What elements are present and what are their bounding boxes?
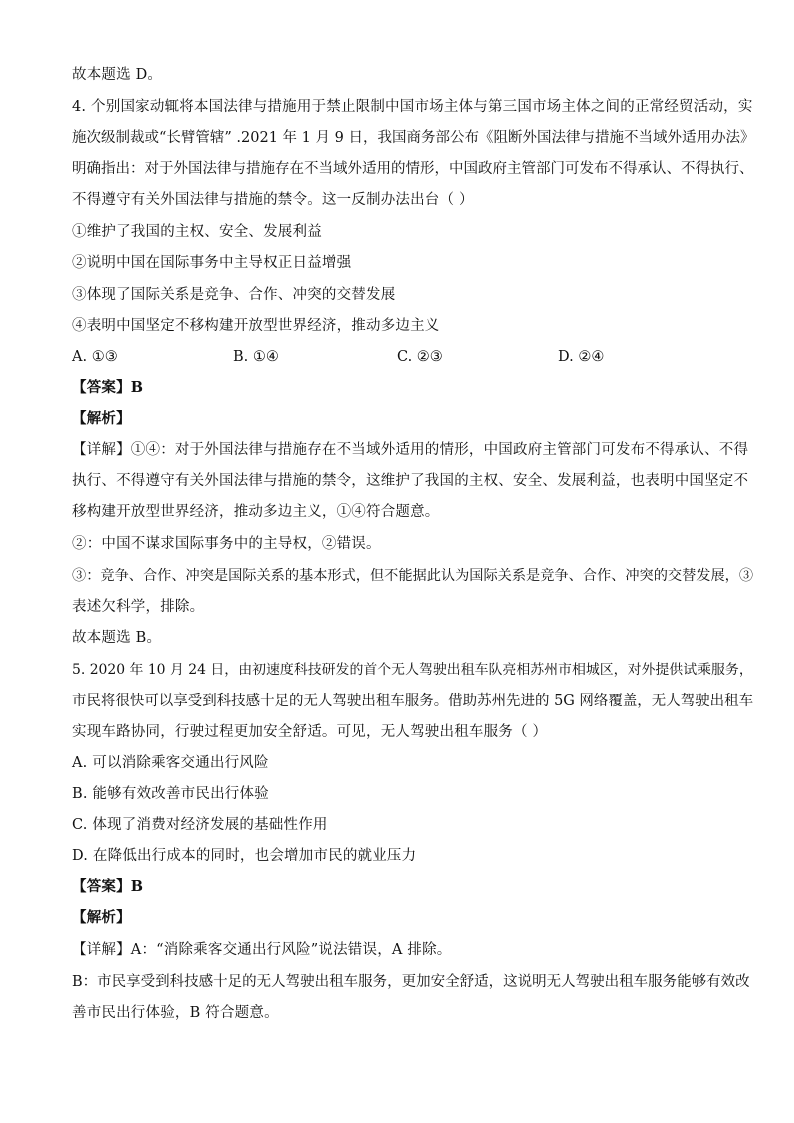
question-5-stem-line-1: 5. 2020 年 10 月 24 日，由初速度科技研发的首个无人驾驶出租车队亮相苏州市相城区，对外提供试乘服务，: [72, 662, 753, 678]
question-4-detail-line-4: ②：中国不谋求国际事务中的主导权，②错误。: [72, 536, 381, 552]
question-4-option-b: B. ①④: [233, 349, 279, 365]
question-4-option-d: D. ②④: [558, 349, 605, 365]
question-4-option-c: C. ②③: [397, 349, 443, 365]
question-4-detail-line-5: ③：竞争、合作、冲突是国际关系的基本形式，但不能据此认为国际关系是竞争、合作、冲突的交替发展，③: [72, 568, 754, 584]
question-5-detail-line-2: B：市民享受到科技感十足的无人驾驶出租车服务，更加安全舒适，这说明无人驾驶出租车服务能够有效改: [72, 974, 750, 990]
question-5-option-d: D. 在降低出行成本的同时，也会增加市民的就业压力: [72, 848, 417, 864]
question-4-statement-2: ②说明中国在国际事务中主导权正日益增强: [72, 255, 352, 271]
question-5-analysis-heading: 【解析】: [72, 909, 131, 926]
question-5-option-c: C. 体现了消费对经济发展的基础性作用: [72, 817, 328, 833]
question-4-statement-4: ④表明中国坚定不移构建开放型世界经济，推动多边主义: [72, 318, 440, 334]
question-4-answer: 【答案】B: [72, 379, 144, 396]
question-5-stem-line-2: 市民将很快可以享受到科技感十足的无人驾驶出租车服务。借助苏州先进的 5G 网络覆盖，无人驾驶出租车: [72, 693, 754, 709]
question-4-detail-line-2: 执行、不得遵守有关外国法律与措施的禁令，这维护了我国的主权、安全、发展利益，也表明中国坚定不: [72, 473, 749, 489]
question-4-stem-line-2: 施次级制裁或“长臂管辖” .2021 年 1 月 9 日，我国商务部公布《阻断外国法律与措施不当域外适用办法》: [72, 130, 755, 146]
question-4-detail-line-1: 【详解】①④：对于外国法律与措施存在不当域外适用的情形，中国政府主管部门可发布不得承认、不得: [72, 442, 749, 458]
question-5-answer: 【答案】B: [72, 878, 144, 895]
question-4-conclusion: 故本题选 B。: [72, 630, 162, 646]
question-4-option-a: A. ①③: [72, 349, 118, 365]
question-4-stem-line-3: 明确指出：对于外国法律与措施存在不当域外适用的情形，中国政府主管部门可发布不得承认、不得执行、: [72, 161, 754, 177]
question-4-analysis-heading: 【解析】: [72, 410, 131, 427]
question-5-option-b: B. 能够有效改善市民出行体验: [72, 786, 269, 802]
question-4-statement-3: ③体现了国际关系是竞争、合作、冲突的交替发展: [72, 287, 396, 303]
question-4-detail-line-3: 移构建开放型世界经济，推动多边主义，①④符合题意。: [72, 504, 440, 520]
question-5-stem-line-3: 实现车路协同，行驶过程更加安全舒适。可见，无人驾驶出租车服务（ ）: [72, 724, 548, 740]
question-4-detail-line-6: 表述欠科学，排除。: [72, 599, 205, 615]
question-5-detail-line-1: 【详解】A：“消除乘客交通出行风险”说法错误，A 排除。: [72, 942, 452, 958]
question-5-option-a: A. 可以消除乘客交通出行风险: [72, 755, 269, 771]
text-line-conclusion-q3: 故本题选 D。: [72, 67, 163, 83]
question-4-stem-line-1: 4. 个别国家动辄将本国法律与措施用于禁止限制中国市场主体与第三国市场主体之间的正常经贸活动，实: [72, 99, 753, 115]
question-4-statement-1: ①维护了我国的主权、安全、发展利益: [72, 224, 322, 240]
question-5-detail-line-3: 善市民出行体验，B 符合题意。: [72, 1005, 279, 1021]
question-4-stem-line-4: 不得遵守有关外国法律与措施的禁令。这一反制办法出台（ ）: [72, 192, 474, 208]
